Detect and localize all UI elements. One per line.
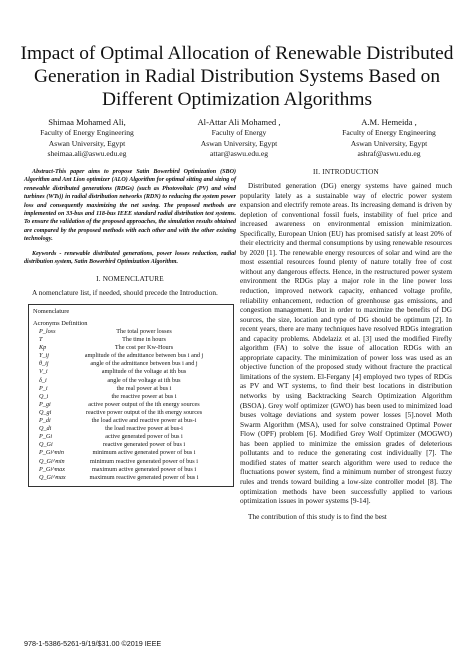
table-row bbox=[33, 344, 229, 352]
definition: minimum reactive generated power of bus i bbox=[90, 457, 198, 465]
definition: active power output of the ith energy sources bbox=[88, 400, 200, 408]
nomenclature-rows bbox=[33, 328, 229, 482]
table-row bbox=[33, 441, 229, 449]
symbol: P_Gi^min bbox=[39, 449, 64, 457]
symbol: P_gi bbox=[39, 400, 51, 408]
table-row bbox=[33, 352, 229, 360]
definition: minimum active generated power of bus i bbox=[92, 449, 196, 457]
author-univ: Aswan University, Egypt bbox=[48, 138, 126, 148]
left-column bbox=[24, 168, 236, 487]
definition: the load active and reactive power at bus-i bbox=[91, 417, 197, 425]
definition: The cost per Kw-Hours bbox=[114, 344, 174, 352]
table-row bbox=[33, 385, 229, 393]
author-dept: Faculty of Energy Engineering bbox=[40, 128, 134, 137]
definition: angle of the voltage at ith bus bbox=[107, 376, 181, 384]
symbol: Y_ij bbox=[39, 352, 49, 360]
definition: angle of the admittance between bus i and j bbox=[90, 360, 198, 368]
definition: amplitude of the voltage at ith bus bbox=[101, 368, 187, 376]
author-name: Shimaa Mohamed Ali, bbox=[48, 117, 126, 127]
definition: The time in hours bbox=[122, 336, 166, 344]
author-email: ashraf@aswu.edu.eg bbox=[357, 149, 421, 159]
symbol: P_i bbox=[39, 384, 48, 392]
definition: reactive power output of the ith energy sources bbox=[85, 408, 203, 416]
author-univ: Aswan University, Egypt bbox=[350, 138, 428, 148]
symbol: Q_Gi^min bbox=[39, 457, 65, 465]
author-email: sheimaa.ali@aswu.edu.eg bbox=[47, 149, 127, 159]
symbol: Q_Gi^max bbox=[39, 473, 66, 481]
author-3 bbox=[314, 117, 464, 160]
definition: the load reactive power at bus-i bbox=[105, 425, 183, 433]
section-heading-nomenclature: I. NOMENCLATURE bbox=[96, 275, 164, 284]
symbol: P_Gi^max bbox=[39, 465, 65, 473]
table-row bbox=[33, 328, 229, 336]
right-column bbox=[240, 168, 452, 521]
keywords: Keywords - renewable distributed generations, power losses reduction, radial distribution system, Satin Bowerbird Optimization Algorithm. bbox=[24, 250, 236, 266]
symbol: P_di bbox=[39, 417, 51, 425]
table-row bbox=[33, 417, 229, 425]
nomenclature-subtitle: Acronyms Definition bbox=[33, 320, 88, 328]
author-dept: Faculty of Energy bbox=[211, 128, 267, 137]
symbol: Kp bbox=[39, 344, 47, 352]
symbol: P_Gi bbox=[39, 433, 53, 441]
symbol: V_i bbox=[39, 368, 48, 376]
symbol: δ_i bbox=[39, 376, 47, 384]
table-row bbox=[33, 377, 229, 385]
nomenclature-title: Nomenclature bbox=[33, 308, 70, 316]
author-email: attar@aswu.edu.eg bbox=[209, 149, 269, 159]
table-row bbox=[33, 360, 229, 368]
nomenclature-intro: A nomenclature list, if needed, should precede the Introduction. bbox=[32, 288, 218, 298]
table-row bbox=[33, 393, 229, 401]
table-row bbox=[33, 409, 229, 417]
definition: maximum active generated power of bus i bbox=[91, 465, 197, 473]
symbol: T bbox=[39, 336, 43, 344]
symbol: Q_di bbox=[39, 425, 52, 433]
copyright-footer: 978-1-5386-5261-9/19/$31.00 ©2019 IEEE bbox=[24, 639, 162, 648]
table-row bbox=[33, 474, 229, 482]
nomenclature-table bbox=[28, 304, 234, 487]
table-row bbox=[33, 368, 229, 376]
abstract: Abstract-This paper aims to propose Satin Bowerbird Optimization (SBO) Algorithm and Ant Lion optimizer (ALO) Algorithm for optimal sitting and sizing of renewable distributed generations (RDGs) (such as Photovoltaic (PV) and wind turbines (WTs)) in radial distribution networks (RDN) to reducing the system power loss and consequently maximizing the net saving. The proposed methods are implemented on 33-bus and 118-bus IEEE standard radial distribution test systems. To ensure the validation of the proposed approaches, the simulation results obtained are compared by the proposed methods with each other and with the other existing technology. bbox=[24, 169, 236, 243]
table-row bbox=[33, 458, 229, 466]
introduction-paragraph-1: Distributed generation (DG) energy systems have gained much popularity lately as a sustainable way of electric power system expansion and electrify remote areas. Its increasing demand is driven by depletion of conventional fossil fuels, instability of fuel price and increased awareness on environmental emission minimization. Specifically, European Union (EU) has promised satisfy at least 20% of their electricity and thermal consumptions by using renewable resources by 2020 [1]. The renewable energy resources of solar and wind are the most essential resources found plenty of nature totally free of cost without any dangerous effects. Hence, in the restructured power system environment the RDGs play a major role in the line power loss reduction, improved network capacity, enhanced voltage profile, reliability enhancement, reduction of greenhouse gas emissions, and congestion management. But in order to maximize the benefits of DG sources, the size, location and type of DG should be optimum [2]. In recent years, there are many techniques have resolved RDGs integration and capacity problems. Abdelaziz et al. [3] used the modified Firefly algorithm (FA) to solve the issue of allocation RDGs with an appropriate capacity. The minimization of power loss was used as an objective function of the proposed study without fracture the practical limitations of the system. El-Fergany [4] employed two types of RDGs as PV and WT systems, to find their best locations in distribution networks by using Backtracking Search Optimization Algorithm (BSOA). Grey wolf optimizer (GWO) has been used to minimized load buses voltage deviations and system power losses [5].novel Moth Swarm Algorithm (MSA), used for solve constrained Optimal Power Flow (OPF) problem [6]. Modified Grey Wolf Optimizer (MOGWO) has been applied to minimize the emission grades of deleterious pollutants and to reduce the generating cost individually [7]. The modified states of matter search algorithm were used to reduce the fluctuations power system, find a minimum number of strongest fuzzy rules and trends toward building a low-size controller model [8]. The optimization methods have been successfully applied to various optimization issues in power systems [9-14]. bbox=[240, 181, 452, 506]
definition: amplitude of the admittance between bus i and j bbox=[84, 352, 204, 360]
table-row bbox=[33, 425, 229, 433]
definition: the real power at bus i bbox=[116, 384, 172, 392]
symbol: Q_Gi bbox=[39, 441, 53, 449]
author-block bbox=[0, 117, 474, 161]
symbol: Q_gi bbox=[39, 408, 52, 416]
author-dept: Faculty of Energy Engineering bbox=[342, 128, 436, 137]
definition: active generated power of bus i bbox=[105, 433, 183, 441]
paper-title: Impact of Optimal Allocation of Renewable Distributed Generation in Radial Distribution Systems Based on Different Optimization Algorithms bbox=[20, 43, 454, 110]
table-row bbox=[33, 466, 229, 474]
author-1 bbox=[12, 117, 162, 160]
author-univ: Aswan University, Egypt bbox=[200, 138, 278, 148]
table-row bbox=[33, 449, 229, 457]
author-2 bbox=[164, 117, 314, 160]
definition: maximum reactive generated power of bus i bbox=[89, 473, 199, 481]
definition: reactive generated power of bus i bbox=[102, 441, 186, 449]
introduction-paragraph-2: The contribution of this study is to find the best bbox=[248, 511, 387, 521]
symbol: θ_ij bbox=[39, 360, 49, 368]
definition: the reactive power at bus i bbox=[111, 392, 177, 400]
table-row bbox=[33, 336, 229, 344]
table-row bbox=[33, 433, 229, 441]
symbol: Q_i bbox=[39, 392, 49, 400]
symbol: P_loss bbox=[39, 328, 56, 336]
author-name: A.M. Hemeida , bbox=[361, 117, 417, 127]
table-row bbox=[33, 401, 229, 409]
section-heading-introduction: II. INTRODUCTION bbox=[313, 168, 379, 176]
author-name: Al-Attar Ali Mohamed , bbox=[197, 117, 281, 127]
definition: The total power losses bbox=[116, 328, 172, 336]
